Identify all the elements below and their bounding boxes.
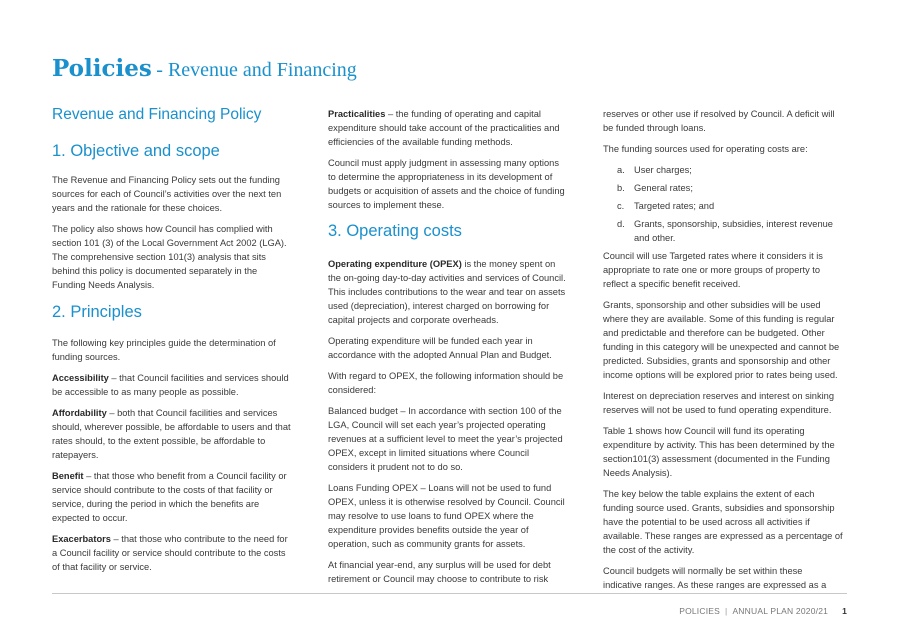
paragraph: Council budgets will normally be set within these indicative ranges. As these ranges are expressed as a xyxy=(603,566,827,590)
page-title xyxy=(52,55,357,82)
paragraph: The policy also shows how Council has complied with section 101 (3) of the Local Government Act 2002 (LGA). The comprehensive section 101(3) analysis that sits behind this policy is documented separately in the Funding Needs Analysis. xyxy=(52,224,287,290)
paragraph: Grants, sponsorship and other subsidies will be used where they are available. Some of this funding is regular and predictable and therefore can be budgeted. Other funding in this category will be unexpected and cannot be predicted. Subsidies, grants and sponsorship and other income options will be explored prior to rates being used. xyxy=(603,300,840,380)
list-item xyxy=(603,181,843,195)
list-letter: a. xyxy=(617,165,625,175)
policy-title: Revenue and Financing Policy xyxy=(52,106,262,123)
list-item xyxy=(603,199,843,213)
principle-accessibility xyxy=(52,371,292,399)
term: Practicalities xyxy=(328,109,386,119)
paragraph: The funding sources used for operating costs are: xyxy=(603,144,808,154)
principle-benefit xyxy=(52,469,292,525)
list-letter: c. xyxy=(617,201,625,211)
page-title-sub: - Revenue and Financing xyxy=(156,59,357,81)
list-item xyxy=(603,163,843,177)
list-text: Targeted rates; and xyxy=(634,201,715,211)
opex-definition xyxy=(328,257,568,327)
definition: – the funding of operating and capital expenditure should take account of the practicalities and efficiencies of the available funding methods. xyxy=(328,109,560,147)
list-letter: b. xyxy=(617,183,625,193)
list-text: Grants, sponsorship, subsidies, interest revenue and other. xyxy=(634,219,833,243)
footer-separator: | xyxy=(725,606,728,616)
term: Benefit xyxy=(52,471,84,481)
principle-affordability xyxy=(52,406,292,462)
definition: is the money spent on the on-going day-to-day activities and services of Council. This includes contributions to the wear and tear on assets used (depreciation), interest charged on borrowing for capital projects and corporate overheads. xyxy=(328,259,566,325)
definition: – both that Council facilities and services should, wherever possible, be affordable to users and that rates should, to the extent possible, be affordable to ratepayers. xyxy=(52,408,291,460)
term: Affordability xyxy=(52,408,107,418)
paragraph: With regard to OPEX, the following information should be considered: xyxy=(328,371,564,395)
list-letter: d. xyxy=(617,219,625,229)
paragraph: Council will use Targeted rates where it considers it is appropriate to rate one or more groups of property to reflect a specific benefit received. xyxy=(603,251,823,289)
list-item xyxy=(603,217,843,245)
column-3 xyxy=(603,107,843,599)
paragraph: The following key principles guide the determination of funding sources. xyxy=(52,338,276,362)
paragraph: Loans Funding OPEX – Loans will not be used to fund OPEX, unless it is otherwise resolved by Council. Council may resolve to use loans to fund OPEX where the expenditure provides benefits outside the year of operation, such as community grants for assets. xyxy=(328,483,565,549)
term: Operating expenditure (OPEX) xyxy=(328,259,462,269)
list-text: User charges; xyxy=(634,165,692,175)
paragraph: Interest on depreciation reserves and interest on sinking reserves will not be used to fund operating expenditure. xyxy=(603,391,835,415)
column-1 xyxy=(52,106,292,581)
paragraph: reserves or other use if resolved by Council. A deficit will be funded through loans. xyxy=(603,109,835,133)
term: Exacerbators xyxy=(52,534,111,544)
heading-principles: 2. Principles xyxy=(52,303,142,321)
column-2 xyxy=(328,107,568,593)
heading-objective: 1. Objective and scope xyxy=(52,142,220,160)
page-title-main: Policies xyxy=(52,55,152,82)
principle-exacerbators xyxy=(52,532,292,574)
paragraph: At financial year-end, any surplus will be used for debt retirement or Council may choose to contribute to risk xyxy=(328,560,551,584)
footer-document: ANNUAL PLAN 2020/21 xyxy=(732,606,829,616)
definition: – that those who benefit from a Council facility or service should contribute to the costs of that facility or service, during the period in which the benefits are expected to occur. xyxy=(52,471,287,523)
paragraph: The key below the table explains the extent of each funding source used. Grants, subsidies and sponsorship have the potential to be used across all activities if available. These ranges are expressed as a percentage of the cost of the activity. xyxy=(603,489,843,555)
definition: – that those who contribute to the need for a Council facility or service should contribute to the costs of that facility or service. xyxy=(52,534,288,572)
paragraph: Table 1 shows how Council will fund its operating expenditure by activity. This has been determined by the section101(3) assessment (documented in the Funding Needs Analysis). xyxy=(603,426,835,478)
principle-practicalities xyxy=(328,107,568,149)
definition: – that Council facilities and services should be accessible to as many people as possible. xyxy=(52,373,289,397)
funding-sources-list xyxy=(603,163,843,245)
footer-divider xyxy=(52,593,847,594)
term: Accessibility xyxy=(52,373,109,383)
heading-operating-costs: 3. Operating costs xyxy=(328,222,462,240)
footer-section: POLICIES xyxy=(679,606,721,616)
paragraph: The Revenue and Financing Policy sets out the funding sources for each of Council’s activities over the next ten years and the rationale for these choices. xyxy=(52,175,282,213)
list-text: General rates; xyxy=(634,183,693,193)
paragraph: Balanced budget – In accordance with section 100 of the LGA, Council will set each year’s projected operating revenues at a sufficient level to meet the year’s projected OPEX, except in limited situations where Council considers it prudent not to do so. xyxy=(328,406,563,472)
paragraph: Council must apply judgment in assessing many options to determine the appropriateness in its development of budgets or acquisition of assets and the choice of funding sources to implement these. xyxy=(328,158,565,210)
paragraph: Operating expenditure will be funded each year in accordance with the adopted Annual Plan and Budget. xyxy=(328,336,552,360)
page-number: 1 xyxy=(842,606,847,616)
footer xyxy=(679,606,847,616)
